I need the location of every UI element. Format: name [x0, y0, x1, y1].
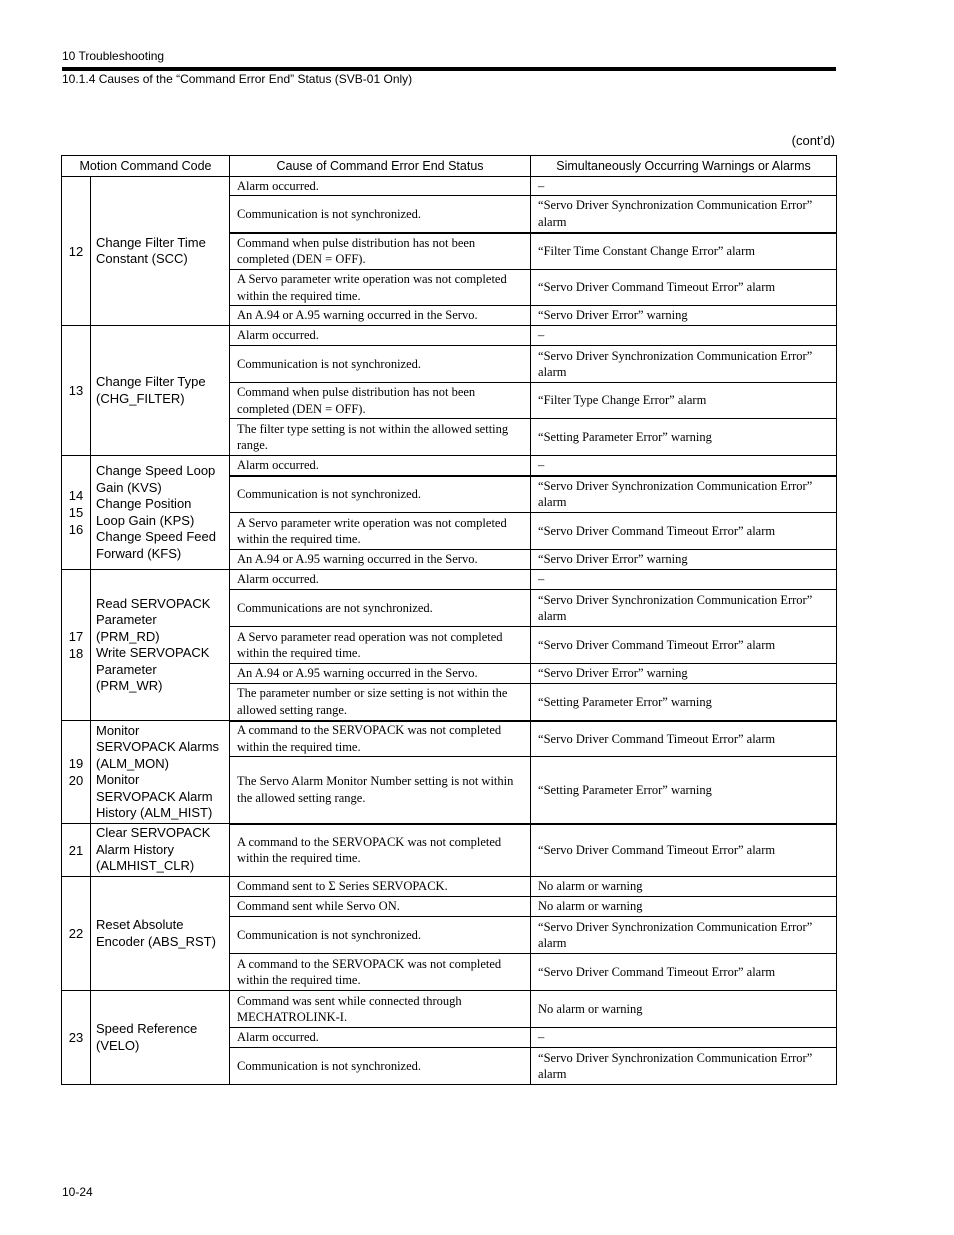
table-row: [62, 721, 837, 757]
cause-cell: A command to the SERVOPACK was not completed within the required time.: [230, 954, 531, 991]
alarm-cell: “Filter Type Change Error” alarm: [531, 383, 837, 419]
header-rule: [62, 67, 836, 71]
cause-cell: Communication is not synchronized.: [230, 196, 531, 233]
alarm-cell: No alarm or warning: [531, 897, 837, 917]
cause-cell: Communication is not synchronized.: [230, 1048, 531, 1085]
alarm-cell: “Servo Driver Synchronization Communication Error” alarm: [531, 590, 837, 627]
command-error-table: [61, 155, 837, 1085]
cause-cell: A Servo parameter read operation was not completed within the required time.: [230, 627, 531, 664]
alarm-cell: “Setting Parameter Error” warning: [531, 419, 837, 456]
cause-cell: Alarm occurred.: [230, 1028, 531, 1048]
alarm-cell: –: [531, 456, 837, 476]
cause-cell: Alarm occurred.: [230, 177, 531, 196]
command-name: Monitor SERVOPACK Alarms (ALM_MON) Monitor SERVOPACK Alarm History (ALM_HIST): [91, 721, 230, 824]
alarm-cell: “Servo Driver Command Timeout Error” alarm: [531, 513, 837, 550]
command-name: Reset Absolute Encoder (ABS_RST): [91, 877, 230, 991]
command-number: 21: [62, 824, 91, 877]
command-number: 13: [62, 326, 91, 456]
section-header: 10.1.4 Causes of the “Command Error End” Status (SVB-01 Only): [62, 72, 413, 86]
alarm-cell: “Servo Driver Synchronization Communication Error” alarm: [531, 476, 837, 513]
chapter-header: 10 Troubleshooting: [62, 49, 165, 63]
alarm-cell: No alarm or warning: [531, 877, 837, 897]
cause-cell: Command sent to Σ Series SERVOPACK.: [230, 877, 531, 897]
alarm-cell: “Filter Time Constant Change Error” alarm: [531, 233, 837, 270]
cause-cell: Alarm occurred.: [230, 456, 531, 476]
alarm-cell: –: [531, 1028, 837, 1048]
col-header-command-code: Motion Command Code: [62, 156, 230, 177]
command-name: Read SERVOPACK Parameter (PRM_RD) Write SERVOPACK Parameter (PRM_WR): [91, 570, 230, 721]
cause-cell: Alarm occurred.: [230, 326, 531, 346]
cause-cell: A command to the SERVOPACK was not completed within the required time.: [230, 824, 531, 877]
cause-cell: A command to the SERVOPACK was not completed within the required time.: [230, 721, 531, 757]
cause-cell: Alarm occurred.: [230, 570, 531, 590]
alarm-cell: “Servo Driver Error” warning: [531, 550, 837, 570]
table-header-row: [62, 156, 837, 177]
alarm-cell: –: [531, 326, 837, 346]
command-number: 23: [62, 991, 91, 1085]
cause-cell: Communication is not synchronized.: [230, 917, 531, 954]
cause-cell: A Servo parameter write operation was not completed within the required time.: [230, 513, 531, 550]
alarm-cell: “Setting Parameter Error” warning: [531, 757, 837, 824]
alarm-cell: “Servo Driver Synchronization Communication Error” alarm: [531, 346, 837, 383]
command-name: Change Filter Type (CHG_FILTER): [91, 326, 230, 456]
alarm-cell: “Servo Driver Error” warning: [531, 664, 837, 684]
command-name: Clear SERVOPACK Alarm History (ALMHIST_CLR): [91, 824, 230, 877]
command-number: 14 15 16: [62, 456, 91, 570]
col-header-alarms: Simultaneously Occurring Warnings or Alarms: [531, 156, 837, 177]
alarm-cell: No alarm or warning: [531, 991, 837, 1028]
table-row: [62, 456, 837, 476]
alarm-cell: “Servo Driver Error” warning: [531, 306, 837, 326]
table-row: [62, 177, 837, 196]
table-row: [62, 570, 837, 590]
alarm-cell: “Servo Driver Synchronization Communication Error” alarm: [531, 1048, 837, 1085]
cause-cell: A Servo parameter write operation was not completed within the required time.: [230, 270, 531, 306]
cause-cell: An A.94 or A.95 warning occurred in the Servo.: [230, 664, 531, 684]
table-row: [62, 991, 837, 1028]
cause-cell: An A.94 or A.95 warning occurred in the Servo.: [230, 306, 531, 326]
alarm-cell: “Servo Driver Command Timeout Error” alarm: [531, 824, 837, 877]
alarm-cell: “Servo Driver Synchronization Communication Error” alarm: [531, 196, 837, 233]
command-name: Change Filter Time Constant (SCC): [91, 177, 230, 326]
alarm-cell: “Servo Driver Command Timeout Error” alarm: [531, 721, 837, 757]
command-number: 17 18: [62, 570, 91, 721]
command-number: 22: [62, 877, 91, 991]
continued-label: (cont’d): [791, 133, 835, 148]
command-number: 12: [62, 177, 91, 326]
cause-cell: Command when pulse distribution has not been completed (DEN = OFF).: [230, 383, 531, 419]
table-row: [62, 877, 837, 897]
cause-cell: Command sent while Servo ON.: [230, 897, 531, 917]
alarm-cell: “Servo Driver Command Timeout Error” alarm: [531, 627, 837, 664]
cause-cell: Communication is not synchronized.: [230, 346, 531, 383]
cause-cell: Communication is not synchronized.: [230, 476, 531, 513]
alarm-cell: “Servo Driver Synchronization Communication Error” alarm: [531, 917, 837, 954]
command-name: Change Speed Loop Gain (KVS) Change Position Loop Gain (KPS) Change Speed Feed Forward (KFS): [91, 456, 230, 570]
cause-cell: Command when pulse distribution has not been completed (DEN = OFF).: [230, 233, 531, 270]
col-header-cause: Cause of Command Error End Status: [230, 156, 531, 177]
alarm-cell: –: [531, 570, 837, 590]
alarm-cell: –: [531, 177, 837, 196]
cause-cell: Command was sent while connected through MECHATROLINK-I.: [230, 991, 531, 1028]
cause-cell: The parameter number or size setting is not within the allowed setting range.: [230, 684, 531, 721]
command-name: Speed Reference (VELO): [91, 991, 230, 1085]
table-body: [62, 177, 837, 1085]
alarm-cell: “Servo Driver Command Timeout Error” alarm: [531, 954, 837, 991]
alarm-cell: “Setting Parameter Error” warning: [531, 684, 837, 721]
table-row: [62, 326, 837, 346]
cause-cell: An A.94 or A.95 warning occurred in the Servo.: [230, 550, 531, 570]
cause-cell: The Servo Alarm Monitor Number setting is not within the allowed setting range.: [230, 757, 531, 824]
cause-cell: The filter type setting is not within the allowed setting range.: [230, 419, 531, 456]
table-row: [62, 824, 837, 877]
alarm-cell: “Servo Driver Command Timeout Error” alarm: [531, 270, 837, 306]
cause-cell: Communications are not synchronized.: [230, 590, 531, 627]
command-number: 19 20: [62, 721, 91, 824]
page-number: 10-24: [62, 1185, 93, 1199]
